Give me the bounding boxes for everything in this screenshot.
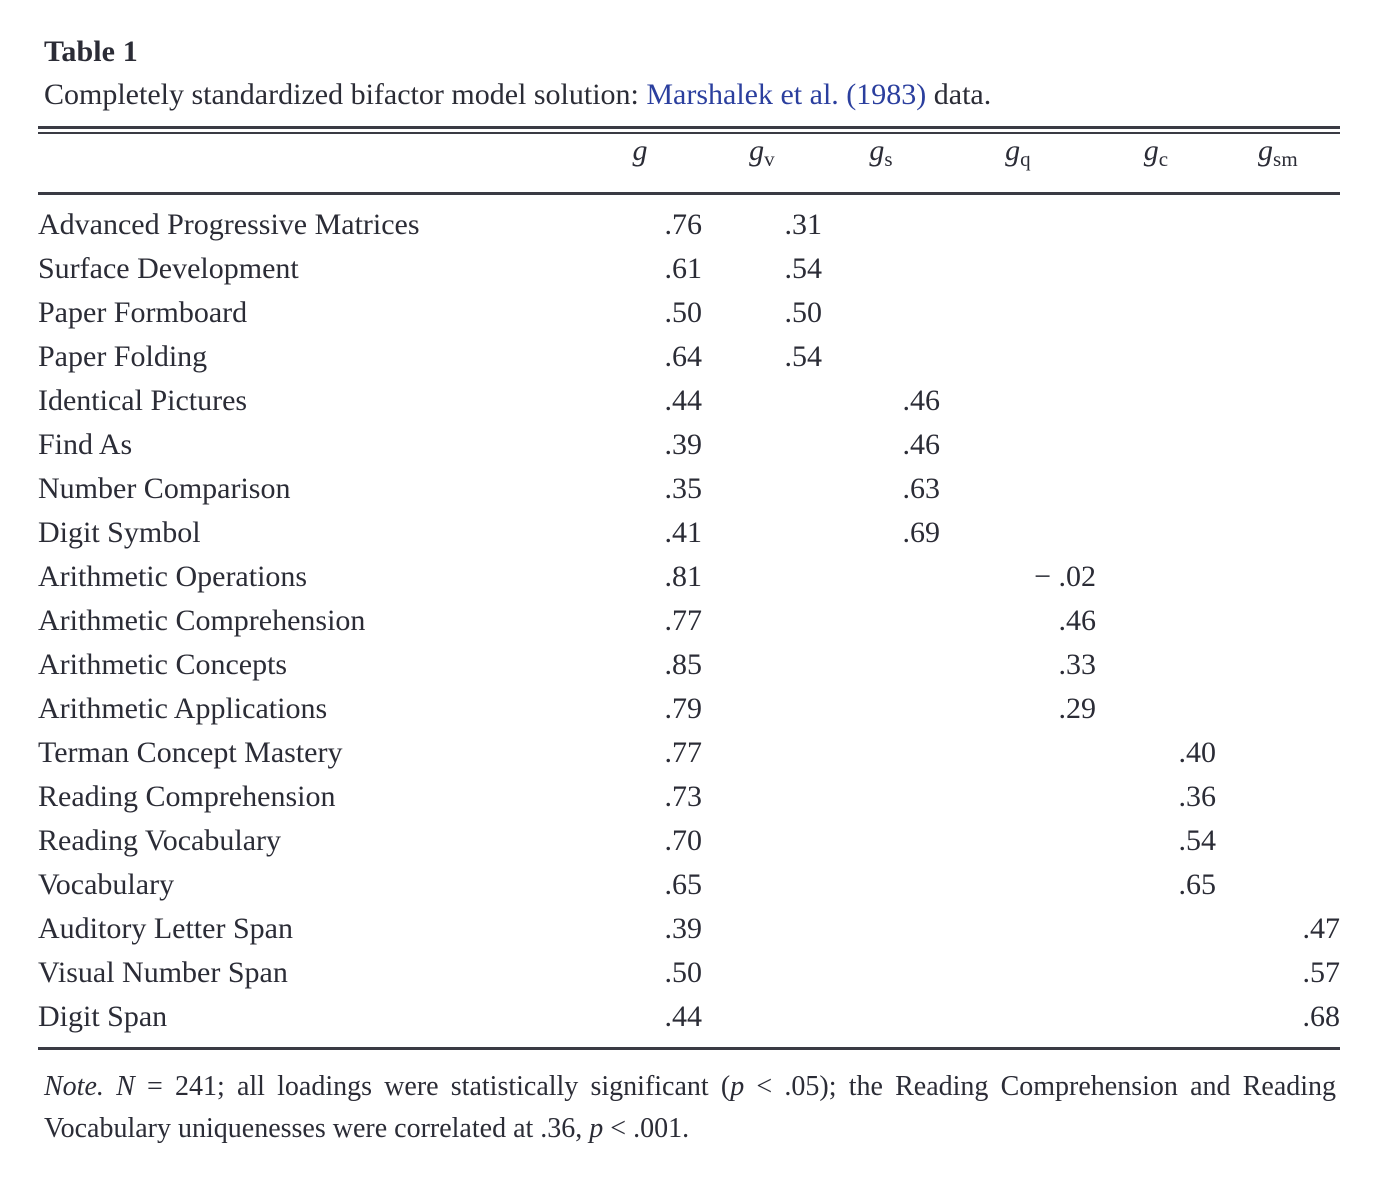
cell-gc bbox=[1096, 995, 1216, 1047]
row-label: Visual Number Span bbox=[38, 956, 288, 989]
cell-gsm: .47 bbox=[1302, 912, 1340, 945]
bifactor-loadings-table bbox=[38, 134, 1340, 192]
table-row bbox=[38, 775, 1340, 819]
header-gs-subscript: s bbox=[884, 146, 893, 171]
cell-gv bbox=[702, 907, 822, 951]
table-note bbox=[0, 1050, 1376, 1150]
note-n-symbol: N bbox=[116, 1071, 135, 1102]
cell-gq bbox=[940, 423, 1096, 467]
column-header-gq bbox=[940, 134, 1096, 192]
table-row bbox=[38, 731, 1340, 775]
cell-g: .64 bbox=[664, 340, 702, 373]
cell-gv: .54 bbox=[784, 340, 822, 373]
table-number: Table 1 bbox=[44, 35, 138, 68]
table-row bbox=[38, 951, 1340, 995]
cell-gs bbox=[822, 819, 940, 863]
table-top-double-rule bbox=[38, 126, 1340, 134]
cell-gq bbox=[940, 907, 1096, 951]
cell-gv: .31 bbox=[784, 208, 822, 241]
cell-gs bbox=[822, 863, 940, 907]
cell-gc bbox=[1096, 335, 1216, 379]
cell-gv bbox=[702, 995, 822, 1047]
cell-gsm bbox=[1216, 195, 1340, 247]
table-row bbox=[38, 379, 1340, 423]
cell-gsm bbox=[1216, 379, 1340, 423]
row-label: Auditory Letter Span bbox=[38, 912, 293, 945]
row-label: Terman Concept Mastery bbox=[38, 736, 343, 769]
cell-gc bbox=[1096, 907, 1216, 951]
cell-gc bbox=[1096, 291, 1216, 335]
table-row bbox=[38, 819, 1340, 863]
row-label: Advanced Progressive Matrices bbox=[38, 208, 420, 241]
cell-gq: − .02 bbox=[1034, 560, 1096, 593]
table-row bbox=[38, 863, 1340, 907]
cell-gsm bbox=[1216, 247, 1340, 291]
cell-gv bbox=[702, 819, 822, 863]
row-label: Arithmetic Comprehension bbox=[38, 604, 366, 637]
note-text-1: all loadings were statistically significant ( bbox=[236, 1071, 731, 1102]
cell-g: .79 bbox=[664, 692, 702, 725]
cell-gs: .69 bbox=[902, 516, 940, 549]
cell-gc bbox=[1096, 687, 1216, 731]
cell-gs bbox=[822, 775, 940, 819]
row-label: Reading Vocabulary bbox=[38, 824, 282, 857]
cell-gv bbox=[702, 423, 822, 467]
cell-gc bbox=[1096, 247, 1216, 291]
cell-g: .76 bbox=[664, 208, 702, 241]
table-header-row-group bbox=[38, 134, 1340, 192]
table-heading bbox=[0, 0, 1376, 116]
note-text-3: < .001. bbox=[610, 1113, 690, 1144]
table-row bbox=[38, 195, 1340, 247]
note-p-symbol-2: p bbox=[589, 1113, 604, 1144]
row-label: Arithmetic Operations bbox=[38, 560, 308, 593]
table-body bbox=[38, 195, 1340, 1047]
cell-gsm bbox=[1216, 599, 1340, 643]
note-n-value: = 241; bbox=[146, 1071, 237, 1102]
cell-g: .44 bbox=[664, 1000, 702, 1033]
cell-gq bbox=[940, 335, 1096, 379]
cell-gsm bbox=[1216, 511, 1340, 555]
row-label: Digit Span bbox=[38, 1000, 168, 1033]
cell-gv bbox=[702, 467, 822, 511]
cell-gc: .36 bbox=[1178, 780, 1216, 813]
cell-gs bbox=[822, 687, 940, 731]
cell-gq bbox=[940, 379, 1096, 423]
cell-gs bbox=[822, 995, 940, 1047]
cell-gs bbox=[822, 731, 940, 775]
citation-link[interactable]: Marshalek et al. (1983) bbox=[646, 78, 927, 111]
cell-gq bbox=[940, 951, 1096, 995]
cell-gc bbox=[1096, 423, 1216, 467]
cell-gq bbox=[940, 247, 1096, 291]
cell-g: .73 bbox=[664, 780, 702, 813]
caption-prefix-text: Completely standardized bifactor model solution: bbox=[44, 78, 647, 111]
cell-gc bbox=[1096, 467, 1216, 511]
header-gv-subscript: v bbox=[764, 146, 775, 171]
table-header-row bbox=[38, 134, 1340, 192]
table-row bbox=[38, 335, 1340, 379]
cell-gsm: .68 bbox=[1302, 1000, 1340, 1033]
cell-gq bbox=[940, 731, 1096, 775]
cell-gc bbox=[1096, 555, 1216, 599]
header-g-base: g bbox=[632, 134, 648, 167]
cell-gsm bbox=[1216, 687, 1340, 731]
cell-g: .85 bbox=[664, 648, 702, 681]
cell-g: .77 bbox=[664, 736, 702, 769]
cell-gsm bbox=[1216, 423, 1340, 467]
cell-gs bbox=[822, 291, 940, 335]
column-header-gv bbox=[702, 134, 822, 192]
cell-gc bbox=[1096, 643, 1216, 687]
table-caption bbox=[44, 74, 1336, 116]
cell-gv bbox=[702, 379, 822, 423]
header-gq-base: g bbox=[1005, 134, 1021, 167]
cell-gc: .40 bbox=[1178, 736, 1216, 769]
row-label: Surface Development bbox=[38, 252, 299, 285]
cell-g: .61 bbox=[664, 252, 702, 285]
cell-gv bbox=[702, 643, 822, 687]
cell-gc bbox=[1096, 951, 1216, 995]
header-gsm-subscript: sm bbox=[1273, 146, 1298, 171]
row-label: Digit Symbol bbox=[38, 516, 201, 549]
cell-gq bbox=[940, 995, 1096, 1047]
cell-g: .50 bbox=[664, 956, 702, 989]
cell-g: .65 bbox=[664, 868, 702, 901]
cell-gv: .54 bbox=[784, 252, 822, 285]
row-label: Vocabulary bbox=[38, 868, 175, 901]
cell-gc: .54 bbox=[1178, 824, 1216, 857]
table-row bbox=[38, 467, 1340, 511]
table-row bbox=[38, 291, 1340, 335]
cell-gs bbox=[822, 643, 940, 687]
table-row bbox=[38, 247, 1340, 291]
cell-gs: .46 bbox=[902, 384, 940, 417]
cell-gsm bbox=[1216, 643, 1340, 687]
cell-gs bbox=[822, 247, 940, 291]
cell-g: .70 bbox=[664, 824, 702, 857]
caption-suffix-text: data. bbox=[926, 78, 992, 111]
cell-gc bbox=[1096, 599, 1216, 643]
cell-gq bbox=[940, 775, 1096, 819]
cell-gsm: .57 bbox=[1302, 956, 1340, 989]
cell-gc bbox=[1096, 511, 1216, 555]
cell-gq bbox=[940, 819, 1096, 863]
cell-g: .39 bbox=[664, 428, 702, 461]
note-p-symbol-1: p bbox=[730, 1071, 745, 1102]
cell-gq bbox=[940, 511, 1096, 555]
cell-g: .50 bbox=[664, 296, 702, 329]
cell-gq bbox=[940, 291, 1096, 335]
table-row bbox=[38, 511, 1340, 555]
row-label: Paper Folding bbox=[38, 340, 208, 373]
table-row bbox=[38, 643, 1340, 687]
cell-gc bbox=[1096, 379, 1216, 423]
cell-gq: .33 bbox=[1058, 648, 1096, 681]
row-label: Paper Formboard bbox=[38, 296, 248, 329]
cell-gsm bbox=[1216, 775, 1340, 819]
cell-g: .77 bbox=[664, 604, 702, 637]
cell-g: .81 bbox=[664, 560, 702, 593]
cell-gv bbox=[702, 951, 822, 995]
cell-gq: .46 bbox=[1058, 604, 1096, 637]
cell-gc: .65 bbox=[1178, 868, 1216, 901]
table-row bbox=[38, 995, 1340, 1047]
cell-gv bbox=[702, 599, 822, 643]
row-label: Arithmetic Applications bbox=[38, 692, 328, 725]
cell-gs bbox=[822, 195, 940, 247]
cell-gs: .63 bbox=[902, 472, 940, 505]
header-gc-base: g bbox=[1143, 134, 1159, 167]
cell-gv bbox=[702, 863, 822, 907]
table-row bbox=[38, 555, 1340, 599]
table-row bbox=[38, 687, 1340, 731]
table-row bbox=[38, 423, 1340, 467]
cell-g: .39 bbox=[664, 912, 702, 945]
bifactor-loadings-body bbox=[38, 195, 1340, 1047]
header-gv-base: g bbox=[749, 134, 765, 167]
cell-gv bbox=[702, 687, 822, 731]
cell-g: .41 bbox=[664, 516, 702, 549]
cell-gs bbox=[822, 599, 940, 643]
column-header-gs bbox=[822, 134, 940, 192]
note-text-2: < .05); the Reading Comprehension and Reading Vocabulary uniquenesses were correlated at .36, bbox=[44, 1071, 1337, 1144]
table-top-rule-wrap bbox=[0, 126, 1376, 134]
note-label: Note. bbox=[44, 1071, 104, 1102]
header-gc-subscript: c bbox=[1158, 146, 1169, 171]
cell-gq: .29 bbox=[1058, 692, 1096, 725]
cell-gs bbox=[822, 907, 940, 951]
cell-g: .44 bbox=[664, 384, 702, 417]
cell-gsm bbox=[1216, 555, 1340, 599]
cell-gs bbox=[822, 555, 940, 599]
header-gq-subscript: q bbox=[1020, 146, 1031, 171]
cell-gs bbox=[822, 951, 940, 995]
cell-g: .35 bbox=[664, 472, 702, 505]
cell-gv bbox=[702, 511, 822, 555]
table-row bbox=[38, 907, 1340, 951]
row-label: Number Comparison bbox=[38, 472, 291, 505]
row-label: Find As bbox=[38, 428, 133, 461]
cell-gs: .46 bbox=[902, 428, 940, 461]
cell-gsm bbox=[1216, 819, 1340, 863]
cell-gv bbox=[702, 731, 822, 775]
header-gs-base: g bbox=[869, 134, 885, 167]
cell-gsm bbox=[1216, 863, 1340, 907]
cell-gv bbox=[702, 775, 822, 819]
table-row bbox=[38, 599, 1340, 643]
row-label: Arithmetic Concepts bbox=[38, 648, 288, 681]
column-header-g bbox=[578, 134, 702, 192]
cell-gsm bbox=[1216, 731, 1340, 775]
cell-gv: .50 bbox=[784, 296, 822, 329]
cell-gsm bbox=[1216, 291, 1340, 335]
column-header-measure bbox=[38, 134, 578, 192]
cell-gs bbox=[822, 335, 940, 379]
cell-gq bbox=[940, 467, 1096, 511]
row-label: Reading Comprehension bbox=[38, 780, 336, 813]
cell-gsm bbox=[1216, 335, 1340, 379]
cell-gsm bbox=[1216, 467, 1340, 511]
cell-gv bbox=[702, 555, 822, 599]
header-gsm-base: g bbox=[1258, 134, 1274, 167]
row-label: Identical Pictures bbox=[38, 384, 248, 417]
column-header-gsm bbox=[1216, 134, 1340, 192]
column-header-gc bbox=[1096, 134, 1216, 192]
cell-gc bbox=[1096, 195, 1216, 247]
cell-gq bbox=[940, 195, 1096, 247]
cell-gq bbox=[940, 863, 1096, 907]
